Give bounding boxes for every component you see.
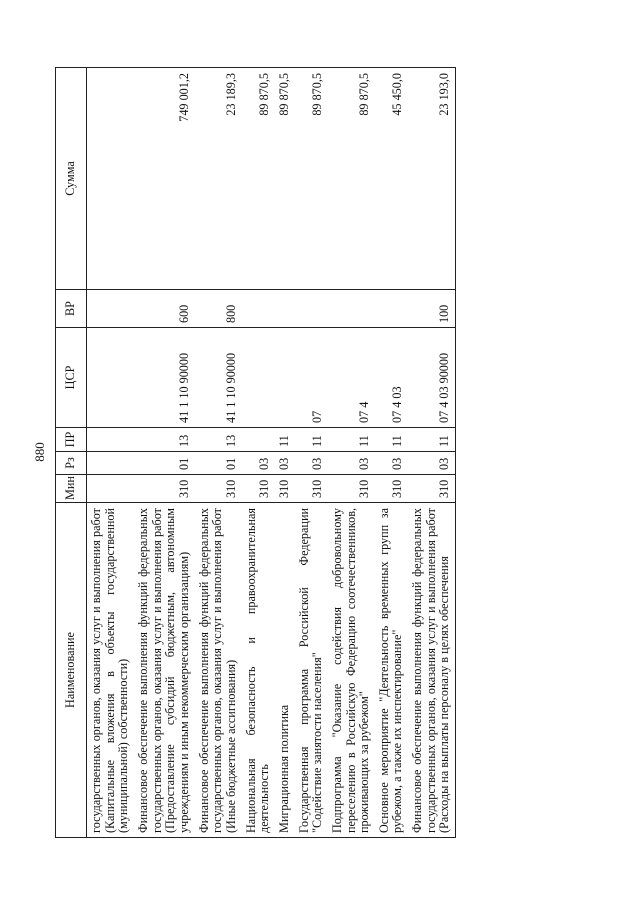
- table-row: [328, 67, 375, 837]
- cell-name: государственных органов, оказания услуг и выполнения работ (Капитальные вложения в объекты государственной (муниципальной) собственности): [87, 502, 134, 837]
- table-row: [195, 67, 242, 837]
- cell-pr: 11: [275, 427, 295, 451]
- cell-pr: 11: [375, 427, 408, 451]
- cell-rz: 03: [408, 451, 455, 474]
- header-min: Мин: [56, 474, 87, 502]
- cell-pr: 11: [328, 427, 375, 451]
- cell-vr: 600: [134, 289, 195, 327]
- cell-sum: [87, 67, 134, 289]
- cell-rz: [87, 451, 134, 474]
- table-row: [134, 67, 195, 837]
- cell-csr: 41 1 10 90000: [195, 327, 242, 427]
- header-pr: ПР: [56, 427, 87, 451]
- cell-name: Финансовое обеспечение выполнения функций федеральных государственных органов, оказания услуг и выполнения работ (Предоставление субсидий бюджетным, автономным учреждениям и иным некоммерческим организациям): [134, 502, 195, 837]
- cell-name: Финансовое обеспечение выполнения функций федеральных государственных органов, оказания услуг и выполнения работ (Иные бюджетные ассигнования): [195, 502, 242, 837]
- cell-name: Национальная безопасность и правоохранительная деятельность: [242, 502, 275, 837]
- cell-pr: 13: [134, 427, 195, 451]
- cell-csr: 07 4 03 90000: [408, 327, 455, 427]
- table-row: [242, 67, 275, 837]
- cell-min: 310: [242, 474, 275, 502]
- cell-rz: 03: [328, 451, 375, 474]
- cell-sum: 89 870,5: [275, 67, 295, 289]
- cell-csr: 41 1 10 90000: [134, 327, 195, 427]
- cell-sum: 749 001,2: [134, 67, 195, 289]
- cell-min: 310: [295, 474, 328, 502]
- cell-sum: 23 189,3: [195, 67, 242, 289]
- cell-name: Миграционная политика: [275, 502, 295, 837]
- cell-sum: 23 193,0: [408, 67, 455, 289]
- header-rz: Рз: [56, 451, 87, 474]
- table-header-row: [56, 67, 87, 837]
- table-row: [375, 67, 408, 837]
- cell-min: 310: [375, 474, 408, 502]
- cell-min: 310: [134, 474, 195, 502]
- cell-rz: 01: [195, 451, 242, 474]
- cell-csr: 07: [295, 327, 328, 427]
- cell-vr: [87, 289, 134, 327]
- cell-vr: [375, 289, 408, 327]
- table-row: [87, 67, 134, 837]
- cell-pr: 11: [408, 427, 455, 451]
- cell-vr: [295, 289, 328, 327]
- cell-csr: 07 4: [328, 327, 375, 427]
- cell-sum: 89 870,5: [295, 67, 328, 289]
- cell-pr: [87, 427, 134, 451]
- cell-csr: [275, 327, 295, 427]
- cell-min: 310: [195, 474, 242, 502]
- cell-name: Основное мероприятие "Деятельность временных групп за рубежом, а также их инспектирование": [375, 502, 408, 837]
- table-row: [295, 67, 328, 837]
- cell-rz: 01: [134, 451, 195, 474]
- cell-vr: [328, 289, 375, 327]
- budget-table-sheet: [55, 68, 585, 838]
- cell-name: Государственная программа Российской Федерации "Содействие занятости населения": [295, 502, 328, 837]
- table-row: [275, 67, 295, 837]
- cell-pr: [242, 427, 275, 451]
- header-name: Наименование: [56, 502, 87, 837]
- cell-rz: 03: [242, 451, 275, 474]
- cell-rz: 03: [375, 451, 408, 474]
- table-row: [408, 67, 455, 837]
- cell-name: Подпрограмма "Оказание содействия добровольному переселению в Российскую Федерацию соотечественников, проживающих за рубежом": [328, 502, 375, 837]
- cell-rz: 03: [275, 451, 295, 474]
- cell-sum: 89 870,5: [242, 67, 275, 289]
- cell-vr: 100: [408, 289, 455, 327]
- cell-pr: 11: [295, 427, 328, 451]
- cell-min: 310: [275, 474, 295, 502]
- cell-min: 310: [328, 474, 375, 502]
- header-csr: ЦСР: [56, 327, 87, 427]
- cell-sum: 89 870,5: [328, 67, 375, 289]
- cell-min: 310: [408, 474, 455, 502]
- cell-name: Финансовое обеспечение выполнения функций федеральных государственных органов, оказания услуг и выполнения работ (Расходы на выплаты персоналу в целях обеспечения: [408, 502, 455, 837]
- page-number: 880: [32, 442, 47, 462]
- cell-csr: [87, 327, 134, 427]
- cell-min: [87, 474, 134, 502]
- cell-vr: [242, 289, 275, 327]
- header-sum: Сумма: [56, 67, 87, 289]
- budget-table: [55, 67, 456, 838]
- cell-csr: 07 4 03: [375, 327, 408, 427]
- cell-vr: [275, 289, 295, 327]
- header-vr: ВР: [56, 289, 87, 327]
- cell-sum: 45 450,0: [375, 67, 408, 289]
- cell-csr: [242, 327, 275, 427]
- cell-vr: 800: [195, 289, 242, 327]
- cell-rz: 03: [295, 451, 328, 474]
- cell-pr: 13: [195, 427, 242, 451]
